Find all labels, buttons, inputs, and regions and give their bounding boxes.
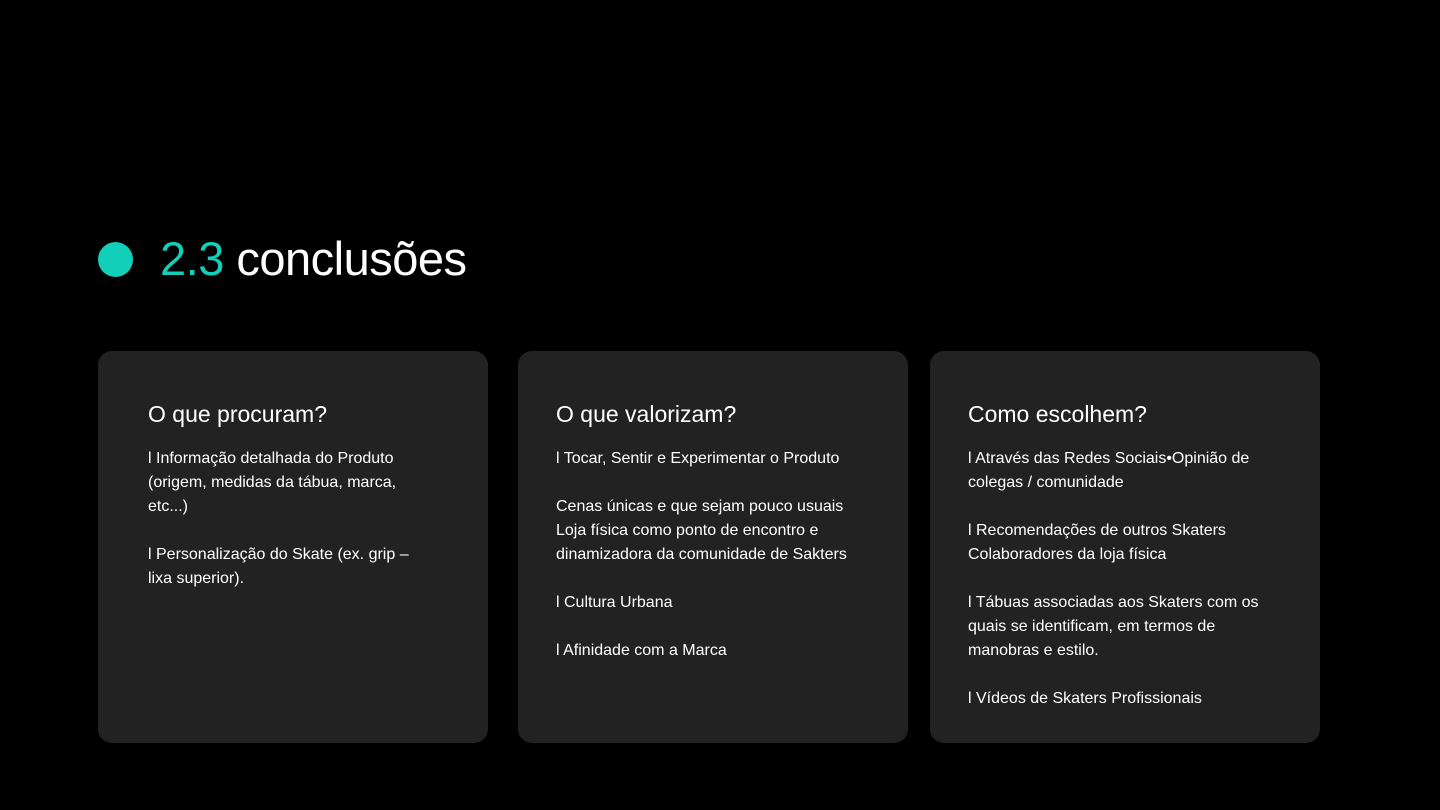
card-item: l Tocar, Sentir e Experimentar o Produto xyxy=(556,450,840,467)
card-o-que-valorizam xyxy=(518,351,908,743)
page-title xyxy=(160,228,467,290)
card-o-que-procuram xyxy=(98,351,488,743)
card-title: O que valorizam? xyxy=(556,401,737,427)
card-item: Cenas únicas e que sejam pouco usuais Loja física como ponto de encontro e dinamizadora da comunidade de Sakters xyxy=(556,498,847,563)
section-number: 2.3 xyxy=(160,232,224,285)
card-item: l Através das Redes Sociais•Opinião de colegas / comunidade xyxy=(968,450,1250,491)
card-title: Como escolhem? xyxy=(968,401,1147,427)
card-content xyxy=(148,399,458,615)
card-title: O que procuram? xyxy=(148,401,327,427)
card-item: l Personalização do Skate (ex. grip – lixa superior). xyxy=(148,546,409,587)
card-como-escolhem xyxy=(930,351,1320,743)
bullet-dot-icon xyxy=(98,242,133,277)
card-item: l Vídeos de Skaters Profissionais xyxy=(968,690,1202,707)
card-item: l Afinidade com a Marca xyxy=(556,642,727,659)
card-item: l Tábuas associadas aos Skaters com os quais se identificam, em termos de manobras e estilo. xyxy=(968,594,1259,659)
section-title: conclusões xyxy=(236,232,467,285)
card-item: l Informação detalhada do Produto (origem, medidas da tábua, marca, etc...) xyxy=(148,450,397,515)
card-item: l Cultura Urbana xyxy=(556,594,673,611)
card-item: l Recomendações de outros Skaters Colaboradores da loja física xyxy=(968,522,1226,563)
card-content xyxy=(968,399,1300,735)
section-heading xyxy=(98,228,467,290)
card-content xyxy=(556,399,878,687)
